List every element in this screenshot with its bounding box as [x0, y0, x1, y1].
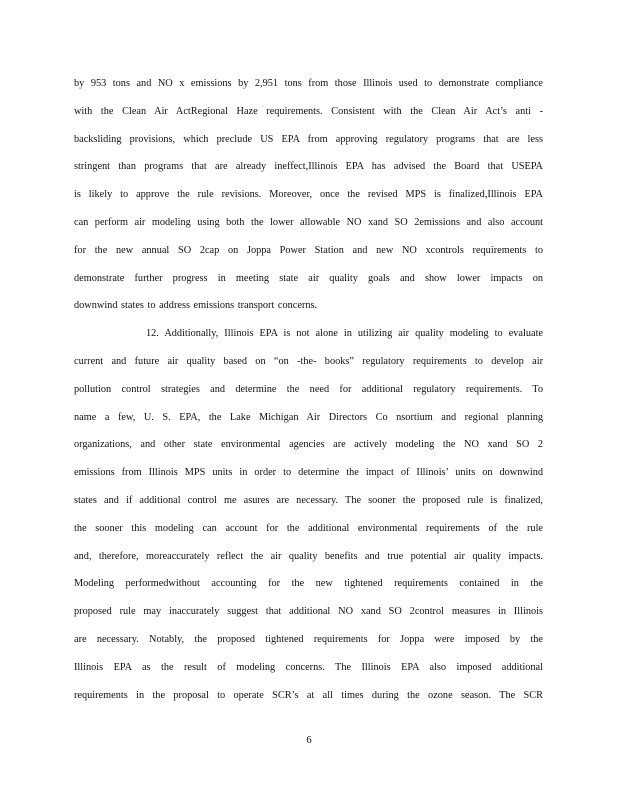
text-line: Illinois EPA as the result of modeling concerns. The Illinois EPA also imposed additional: [74, 661, 543, 673]
text-line: downwind states to address emissions transport concerns.: [74, 300, 318, 312]
text-line: current and future air quality based on “on -the- books” regulatory requirements to develop air: [74, 355, 543, 367]
text-line: pollution control strategies and determine the need for additional regulatory requirements. To: [74, 383, 543, 395]
text-line: for the new annual SO 2cap on Joppa Power Station and new NO xcontrols requirements to: [74, 244, 543, 256]
text-line: demonstrate further progress in meeting state air quality goals and show lower impacts on: [74, 272, 543, 284]
text-line: organizations, and other state environmental agencies are actively modeling the NO xand SO 2: [74, 439, 543, 451]
text-line: stringent than programs that are already ineffect,Illinois EPA has advised the Board that USEPA: [74, 161, 543, 173]
text-line: and, therefore, moreaccurately reflect the air quality benefits and true potential air quality impacts.: [74, 550, 543, 562]
text-line: are necessary. Notably, the proposed tightened requirements for Joppa were imposed by the: [74, 633, 543, 645]
text-line: emissions from Illinois MPS units in order to determine the impact of Illinois’ units on downwind: [74, 467, 543, 479]
text-line: by 953 tons and NO x emissions by 2,951 tons from those Illinois used to demonstrate compliance: [74, 78, 543, 89]
text-line: Modeling performedwithout accounting for the new tightened requirements contained in the: [74, 578, 543, 590]
text-line: backsliding provisions, which preclude US EPA from approving regulatory programs that are less: [74, 133, 543, 145]
text-line: is likely to approve the rule revisions. Moreover, once the revised MPS is finalized,Illinois EPA: [74, 189, 543, 201]
text-line: with the Clean Air ActRegional Haze requirements. Consistent with the Clean Air Act’s anti -: [74, 105, 543, 117]
text-line: name a few, U. S. EPA, the Lake Michigan Air Directors Co nsortium and regional planning: [74, 411, 543, 423]
text-line: requirements in the proposal to operate SCR’s at all times during the ozone season. The SCR: [74, 689, 543, 701]
text-line: states and if additional control me asures are necessary. The sooner the proposed rule is finalized,: [74, 494, 543, 506]
paragraph-first-line: 12. Additionally, Illinois EPA is not alone in utilizing air quality modeling to evaluate: [146, 328, 543, 340]
text-line: proposed rule may inaccurately suggest that additional NO xand SO 2control measures in Illinois: [74, 606, 543, 618]
page-number: 6: [306, 735, 312, 746]
text-line: the sooner this modeling can account for the additional environmental requirements of the rule: [74, 522, 543, 534]
text-line: can perform air modeling using both the lower allowable NO xand SO 2emissions and also account: [74, 216, 543, 228]
body-text: [74, 70, 543, 709]
